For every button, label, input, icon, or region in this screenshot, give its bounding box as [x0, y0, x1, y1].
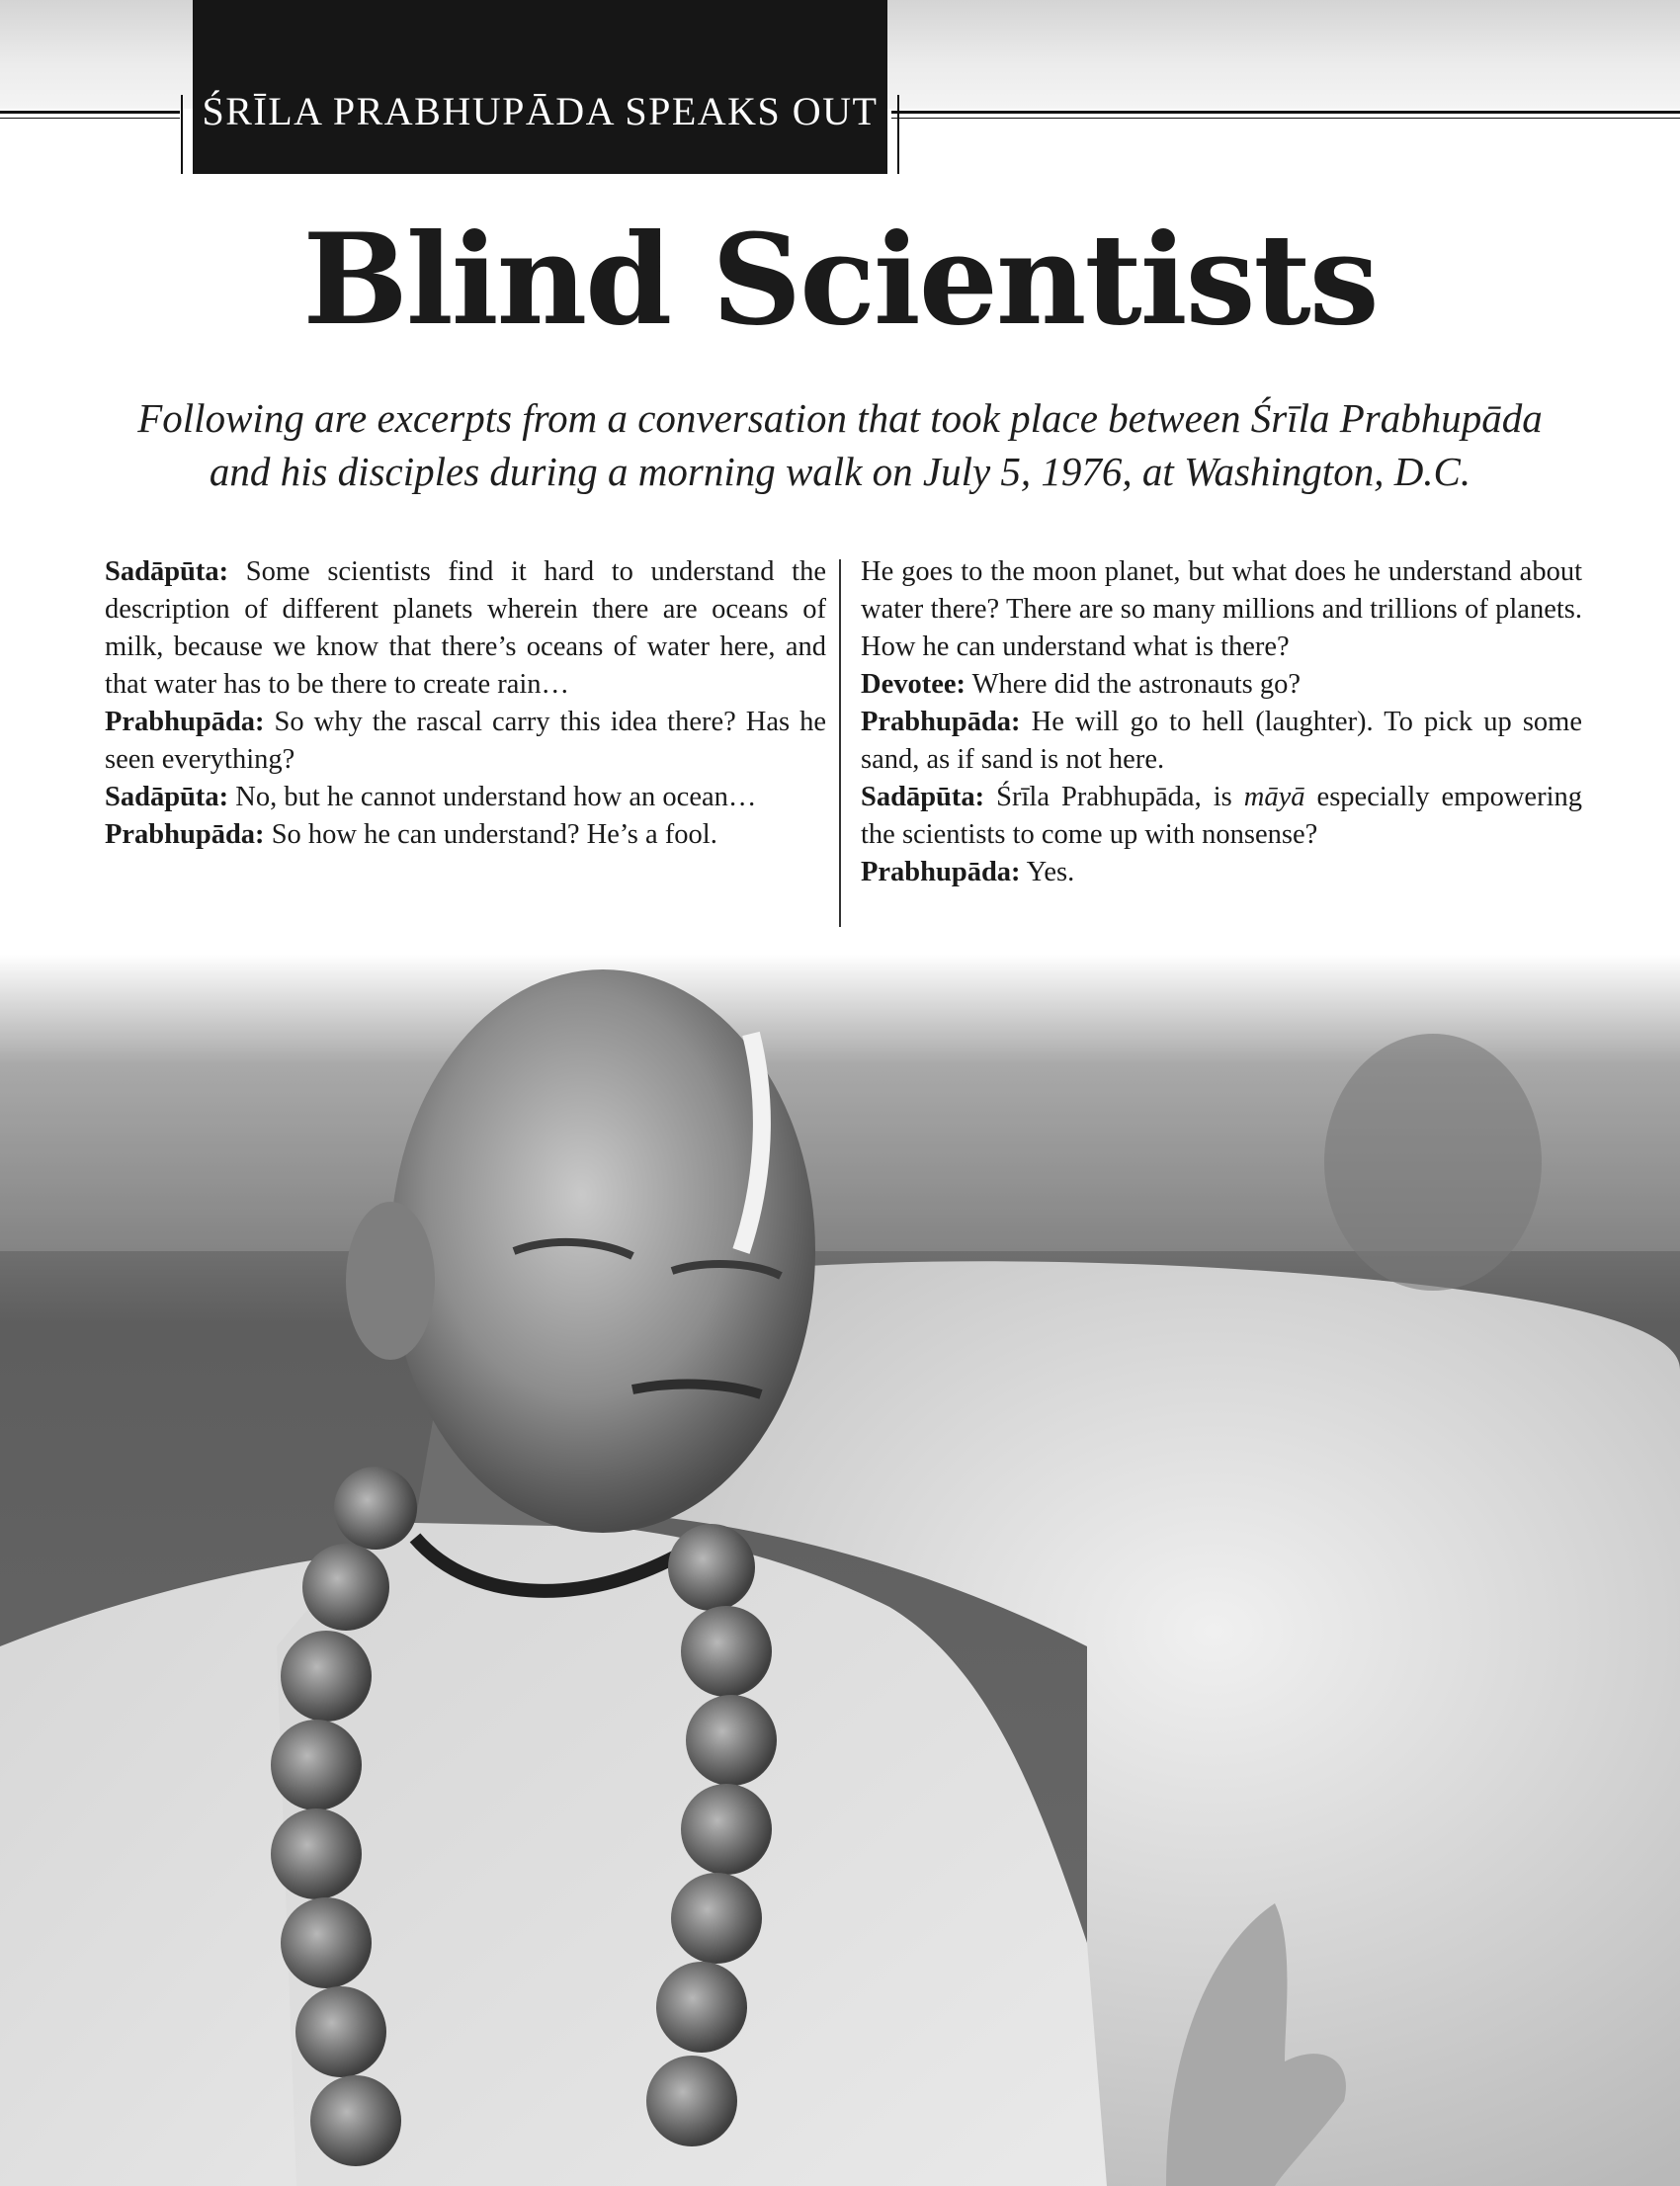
left-column	[105, 553, 826, 854]
dialogue-line	[861, 553, 1582, 666]
speaker-name: Devotee:	[861, 669, 966, 700]
dialogue-text: No, but he cannot understand how an ocean…	[228, 782, 757, 812]
article-intro	[79, 391, 1601, 498]
dialogue-text: Śrīla Prabhupāda, is	[984, 782, 1244, 812]
speaker-name: Sadāpūta:	[105, 782, 229, 812]
dialogue-text: He goes to the moon planet, but what does he understand about water there? There are so many millions and trillions of planets. How he can understand what is there?	[861, 556, 1582, 662]
header-rule-right	[891, 111, 1680, 119]
dialogue-line	[105, 704, 826, 779]
dialogue-line	[861, 704, 1582, 779]
speaker-name: Sadāpūta:	[861, 782, 985, 812]
portrait-photo	[0, 955, 1680, 2186]
section-label: ŚRĪLA PRABHUPĀDA SPEAKS OUT	[202, 89, 879, 133]
dialogue-line	[861, 854, 1582, 891]
dialogue-text: Yes.	[1020, 857, 1075, 887]
dialogue-text: Some scientists find it hard to understand the description of different planets wherein there are oceans of milk, because we know that there’s oceans of water here, and that water has to be there to create rain…	[105, 556, 826, 700]
header-frame-left	[181, 95, 183, 174]
speaker-name: Prabhupāda:	[105, 819, 265, 850]
dialogue-text-italic: māyā	[1243, 782, 1305, 812]
header-frame-right	[897, 95, 899, 174]
intro-line-1: Following are excerpts from a conversation that took place between Śrīla Prabhupāda	[137, 395, 1543, 441]
background-object	[1324, 1034, 1542, 1291]
article-title: Blind Scientists	[302, 207, 1378, 353]
dialogue-text: Where did the astronauts go?	[966, 669, 1302, 700]
dialogue-line	[105, 816, 826, 854]
dialogue-text: especially empowering the scientists to come up with nonsense?	[861, 782, 1582, 850]
dialogue-line	[861, 779, 1582, 854]
intro-line-2: and his disciples during a morning walk on July 5, 1976, at Washington, D.C.	[209, 449, 1471, 494]
portrait-illustration	[0, 955, 1680, 2186]
speaker-name: Prabhupāda:	[861, 857, 1021, 887]
dialogue-text: So why the rascal carry this idea there? Has he seen everything?	[105, 707, 826, 775]
speaker-name: Prabhupāda:	[861, 707, 1021, 737]
dialogue-text: So how he can understand? He’s a fool.	[264, 819, 717, 850]
section-header-tab	[193, 0, 887, 174]
speaker-name: Sadāpūta:	[105, 556, 229, 587]
dialogue-text: He will go to hell (laughter). To pick up some sand, as if sand is not here.	[861, 707, 1582, 775]
right-column	[861, 553, 1582, 891]
dialogue-line	[861, 666, 1582, 704]
dialogue-line	[105, 553, 826, 704]
dialogue-line	[105, 779, 826, 816]
speaker-name: Prabhupāda:	[105, 707, 265, 737]
column-divider	[839, 559, 841, 927]
header-rule-left	[0, 111, 180, 119]
ear-shape	[346, 1202, 435, 1360]
